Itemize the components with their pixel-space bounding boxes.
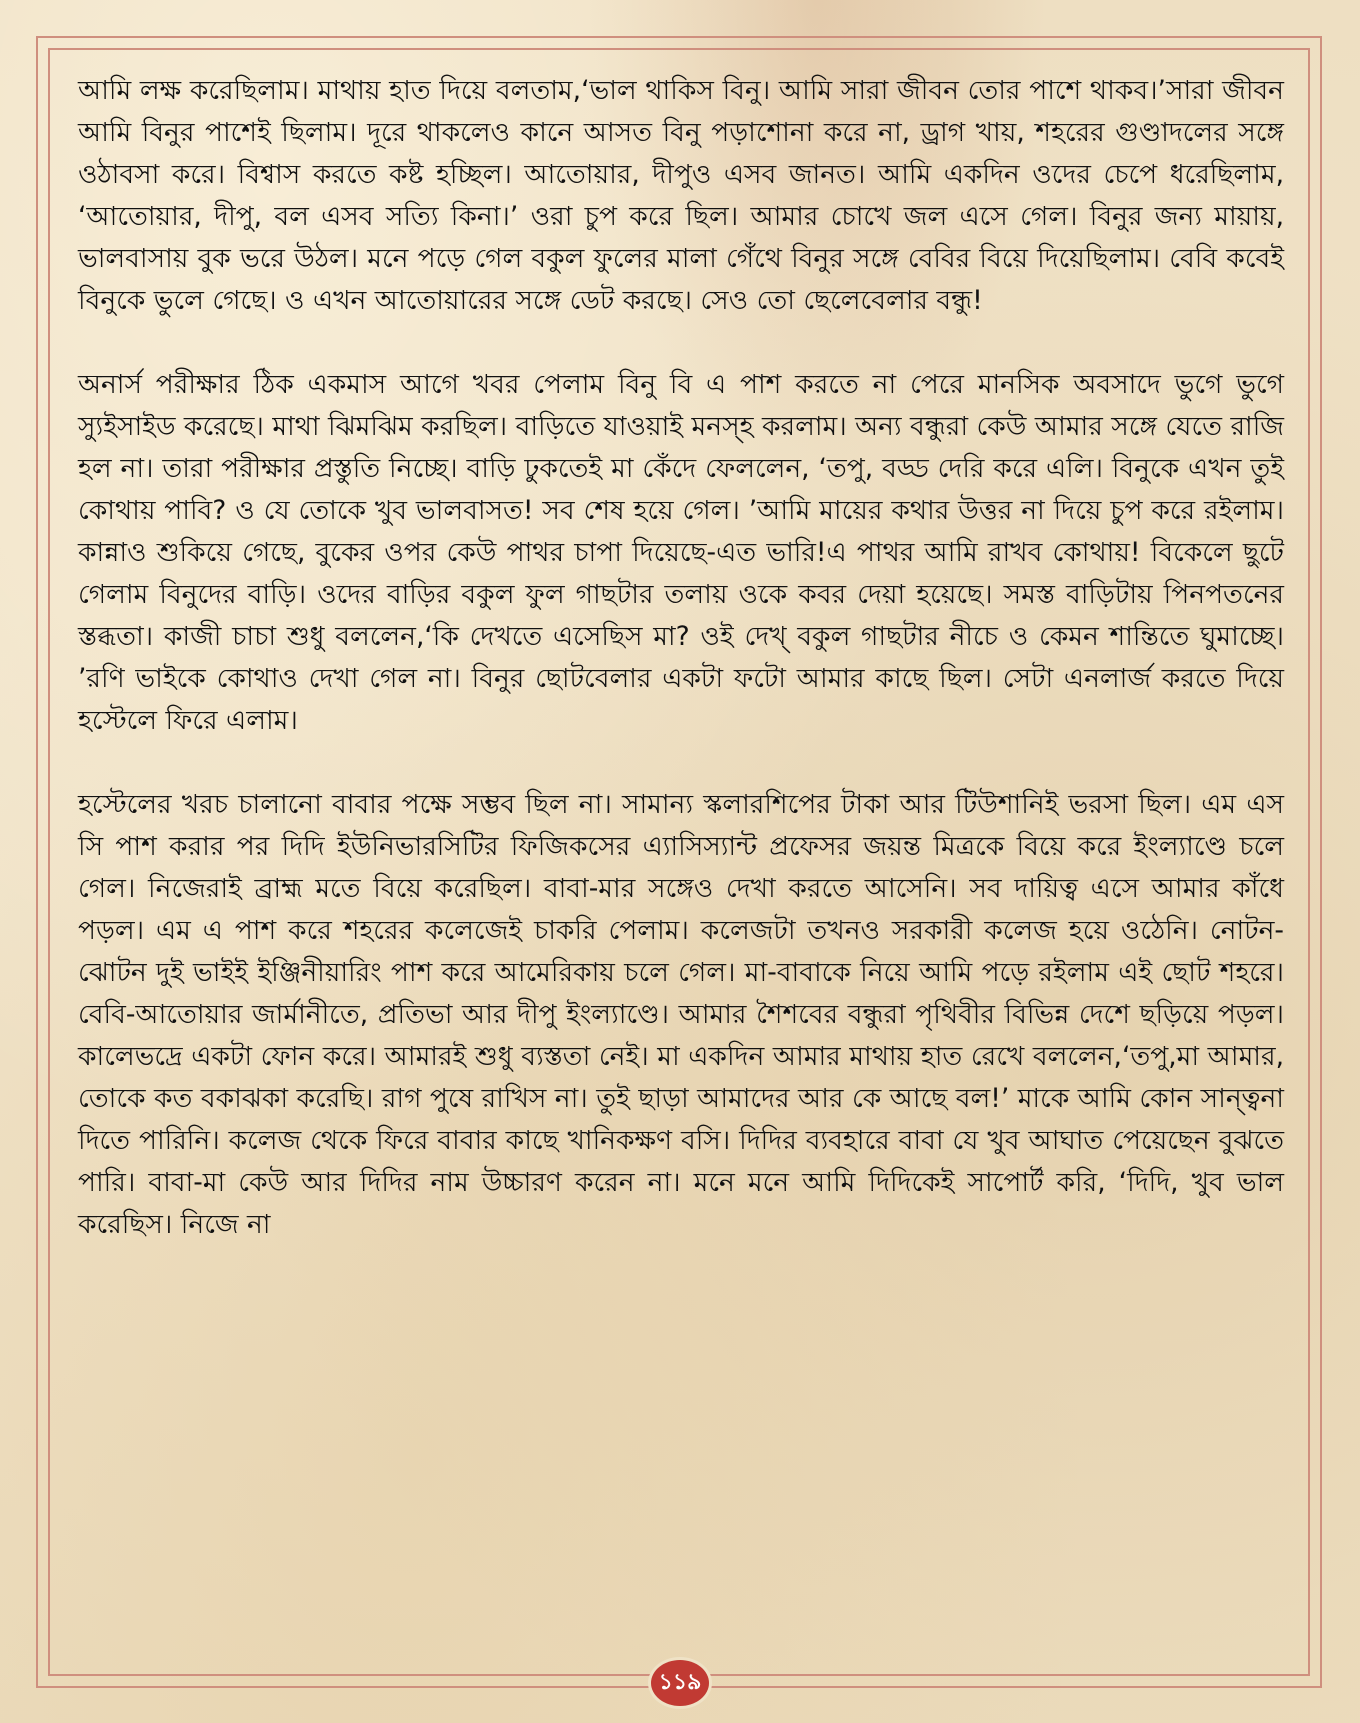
page-text — [78, 70, 1284, 1246]
paragraph-3: হস্টেলের খরচ চালানো বাবার পক্ষে সম্ভব ছিল না। সামান্য স্কলারশিপের টাকা আর টিউশানিই ভরসা ছিল। এম এস সি পাশ করার পর দিদি ইউনিভারসিটির ফিজিকসের এ্যাসিস্যান্ট প্রফেসর জয়ন্ত মিত্রকে বিয়ে করে ইংল্যাণ্ডে চলে গেল। নিজেরাই ব্রাহ্ম মতে বিয়ে করেছিল। বাবা-মার সঙ্গেও দেখা করতে আসেনি। সব দায়িত্ব এসে আমার কাঁধে পড়ল। এম এ পাশ করে শহরের কলেজেই চাকরি পেলাম। কলেজটা তখনও সরকারী কলেজ হয়ে ওঠেনি। নোটন-ঝোটন দুই ভাইই ইঞ্জিনীয়ারিং পাশ করে আমেরিকায় চলে গেল। মা-বাবাকে নিয়ে আমি পড়ে রইলাম এই ছোট শহরে। বেবি-আতোয়ার জার্মানীতে, প্রতিভা আর দীপু ইংল্যাণ্ডে। আমার শৈশবের বন্ধুরা পৃথিবীর বিভিন্ন দেশে ছড়িয়ে পড়ল। কালেভদ্রে একটা ফোন করে। আমারই শুধু ব্যস্ততা নেই। মা একদিন আমার মাথায় হাত রেখে বললেন,‘তপু,মা আমার, তোকে কত বকাঝকা করেছি। রাগ পুষে রাখিস না। তুই ছাড়া আমাদের আর কে আছে বল!’ মাকে আমি কোন সান্ত্বনা দিতে পারিনি। কলেজ থেকে ফিরে বাবার কাছে খানিকক্ষণ বসি। দিদির ব্যবহারে বাবা যে খুব আঘাত পেয়েছেন বুঝতে পারি। বাবা-মা কেউ আর দিদির নাম উচ্চারণ করেন না। মনে মনে আমি দিদিকেই সাপোর্ট করি, ‘দিদি, খুব ভাল করেছিস। নিজে না — [78, 789, 1284, 1240]
paragraph-2: অনার্স পরীক্ষার ঠিক একমাস আগে খবর পেলাম বিনু বি এ পাশ করতে না পেরে মানসিক অবসাদে ভুগে ভুগে স্যুইসাইড করেছে। মাথা ঝিমঝিম করছিল। বাড়িতে যাওয়াই মনস্হ করলাম। অন্য বন্ধুরা কেউ আমার সঙ্গে যেতে রাজি হল না। তারা পরীক্ষার প্রস্তুতি নিচ্ছে। বাড়ি ঢুকতেই মা কেঁদে ফেললেন, ‘তপু, বড্ড দেরি করে এলি। বিনুকে এখন তুই কোথায় পাবি? ও যে তোকে খুব ভালবাসত! সব শেষ হয়ে গেল। ’আমি মায়ের কথার উত্তর না দিয়ে চুপ করে রইলাম। কান্নাও শুকিয়ে গেছে, বুকের ওপর কেউ পাথর চাপা দিয়েছে-এত ভারি!এ পাথর আমি রাখব কোথায়! বিকেলে ছুটে গেলাম বিনুদের বাড়ি। ওদের বাড়ির বকুল ফুল গাছটার তলায় ওকে কবর দেয়া হয়েছে। সমস্ত বাড়িটায় পিনপতনের স্তব্ধতা। কাজী চাচা শুধু বললেন,‘কি দেখতে এসেছিস মা? ওই দেখ্ বকুল গাছটার নীচে ও কেমন শান্তিতে ঘুমাচ্ছে। ’রণি ভাইকে কোথাও দেখা গেল না। বিনুর ছোটবেলার একটা ফটো আমার কাছে ছিল। সেটা এনলার্জ করতে দিয়ে হস্টেলে ফিরে এলাম। — [78, 369, 1284, 736]
paragraph-1: আমি লক্ষ করেছিলাম। মাথায় হাত দিয়ে বলতাম,‘ভাল থাকিস বিনু। আমি সারা জীবন তোর পাশে থাকব।’সারা জীবন আমি বিনুর পাশেই ছিলাম। দূরে থাকলেও কানে আসত বিনু পড়াশোনা করে না, ড্রাগ খায়, শহরের গুণ্ডাদলের সঙ্গে ওঠাবসা করে। বিশ্বাস করতে কষ্ট হচ্ছিল। আতোয়ার, দীপুও এসব জানত। আমি একদিন ওদের চেপে ধরেছিলাম, ‘আতোয়ার, দীপু, বল এসব সত্যি কিনা।’ ওরা চুপ করে ছিল। আমার চোখে জল এসে গেল। বিনুর জন্য মায়ায়, ভালবাসায় বুক ভরে উঠল। মনে পড়ে গেল বকুল ফুলের মালা গেঁথে বিনুর সঙ্গে বেবির বিয়ে দিয়েছিলাম। বেবি কবেই বিনুকে ভুলে গেছে। ও এখন আতোয়ারের সঙ্গে ডেট করছে। সেও তো ছেলেবেলার বন্ধু! — [78, 75, 1284, 316]
page-number-badge: ১১৯ — [651, 1660, 709, 1706]
